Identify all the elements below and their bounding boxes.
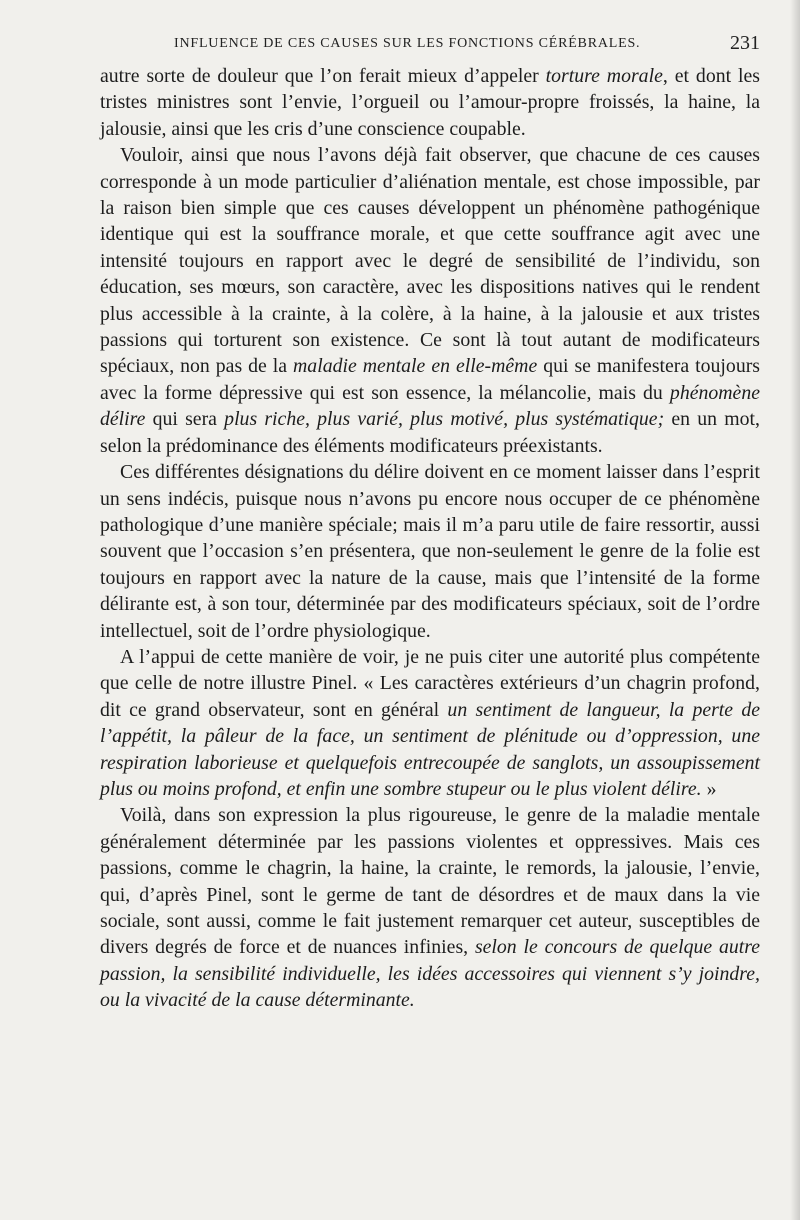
paragraph-2-italic-3: plus riche, plus varié, plus motivé, plus systématique;	[224, 408, 665, 431]
paragraph-2-italic-2: phénomène délire	[100, 381, 760, 431]
body-text	[100, 63, 760, 1014]
page-edge-shadow	[790, 0, 800, 1220]
paragraph-1-text-1: autre sorte de douleur que l’on ferait mieux d’appeler	[100, 65, 546, 87]
paragraph-1	[100, 63, 760, 142]
paragraph-2-text-4: en un mot, selon la prédominance des éléments modificateurs préexistants.	[100, 408, 760, 457]
paragraph-2-italic-1: maladie mentale en elle-même	[293, 355, 538, 378]
page-header	[100, 34, 768, 58]
paragraph-1-italic-1: torture morale	[545, 65, 663, 87]
paragraph-3	[100, 459, 760, 644]
paragraph-2-text-2: qui se manifestera toujours avec la forme dépressive qui est son essence, la mélancolie, mais du	[100, 355, 760, 404]
paragraph-5	[100, 802, 760, 1013]
paragraph-1-text-2: , et dont les tristes ministres sont l’envie, l’orgueil ou l’amour-propre froissés, la haine, la jalousie, ainsi que les cris d’une conscience coupable.	[100, 65, 760, 140]
page-number: 231	[730, 32, 760, 54]
paragraph-4-text-2: »	[701, 777, 717, 800]
running-title: INFLUENCE DE CES CAUSES SUR LES FONCTIONS CÉRÉBRALES.	[174, 36, 641, 51]
paragraph-2	[100, 142, 760, 459]
paragraph-2-text-3: qui sera	[145, 408, 225, 431]
paragraph-4	[100, 644, 760, 802]
paragraph-4-italic-quote: un sentiment de langueur, la perte de l’appétit, la pâleur de la face, un sentiment de plénitude ou d’oppression, une respiration laborieuse et quelquefois entrecoupée de sanglots, un assoupissement plus ou moins profond, et enfin une sombre stupeur ou le plus violent délire.	[100, 698, 760, 800]
paragraph-5-italic-1: selon le concours de quelque autre passion, la sensibilité individuelle, les idées accessoires qui viennent s’y joindre, ou la vivacité de la cause déterminante.	[100, 936, 760, 1012]
paragraph-2-text-1: Vouloir, ainsi que nous l’avons déjà fait observer, que chacune de ces causes corresponde à un mode particulier d’aliénation mentale, est chose impossible, par la raison bien simple que ces causes développent un phénomène pathogénique identique qui est la souffrance morale, et que cette souffrance agit avec une intensité toujours en rapport avec le degré de sensibilité de l’individu, son éducation, ses mœurs, son caractère, avec les dispositions natives qui le rendent plus accessible à la crainte, à la colère, à la haine, à la jalousie et aux tristes passions qui torturent son existence. Ce sont là tout autant de modificateurs spéciaux, non pas de la	[100, 144, 760, 378]
paragraph-5-text-1: Voilà, dans son expression la plus rigoureuse, le genre de la maladie mentale généralement déterminée par les passions violentes et oppressives. Mais ces passions, comme le chagrin, la haine, la crainte, le remords, la jalousie, l’envie, qui, d’après Pinel, sont le germe de tant de désordres et de maux dans la vie sociale, sont aussi, comme le fait justement remarquer cet auteur, susceptibles de divers degrés de force et de nuances infinies,	[100, 804, 760, 959]
paragraph-3-text-1: Ces différentes désignations du délire doivent en ce moment laisser dans l’esprit un sens indécis, puisque nous n’avons pu encore nous occuper de ce phénomène pathologique d’une manière spéciale; mais il m’a paru utile de faire ressortir, aussi souvent que l’occasion s’en présentera, que non-seulement le genre de la folie est toujours en rapport avec la nature de la cause, mais que l’intensité de la forme délirante est, à son tour, déterminée par des modificateurs spéciaux, soit de l’ordre intellectuel, soit de l’ordre physiologique.	[100, 461, 760, 642]
paragraph-4-text-1: A l’appui de cette manière de voir, je ne puis citer une autorité plus compétente que celle de notre illustre Pinel. « Les caractères extérieurs d’un chagrin profond, dit ce grand observateur, sont en général	[100, 645, 760, 721]
